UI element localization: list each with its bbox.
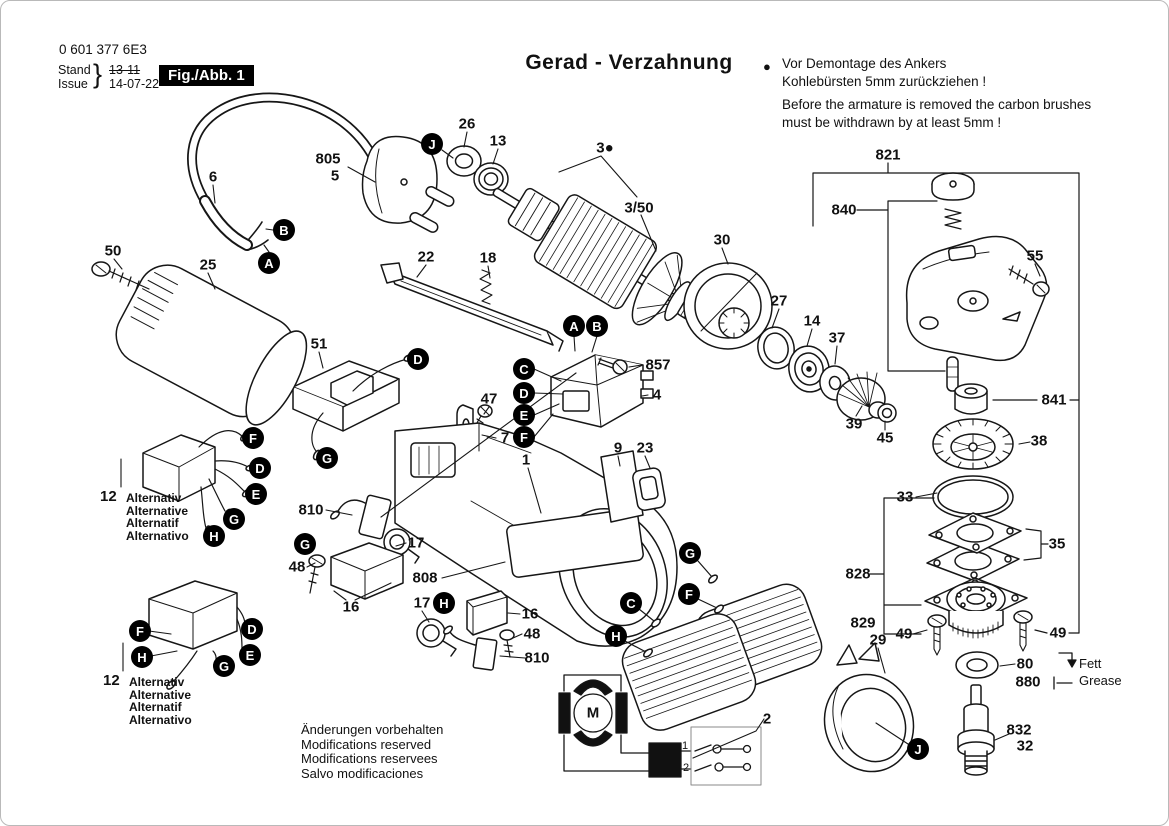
part-label-829: 829 [850,614,876,632]
nut-45 [878,404,896,422]
part-label-832: 832 [1006,721,1032,739]
issue-dates [109,63,159,91]
part-label-55: 55 [1026,247,1044,265]
part-label-47: 47 [480,390,498,408]
crown-gear-38 [933,419,1013,469]
part-label-33: 33 [896,488,914,506]
marker-C: C [620,592,642,614]
stand-issue-labels [58,63,91,91]
marker-J: J [907,738,929,760]
screw-49-left [928,615,946,655]
page-title: Gerad - Verzahnung [525,51,733,74]
issue-label: Issue [58,77,88,91]
marker-F: F [678,583,700,605]
part-label-45: 45 [876,429,894,447]
cover-51 [293,361,399,431]
part-label-26: 26 [458,115,476,133]
gasket-35-upper [929,513,1021,553]
part-label-27: 27 [770,292,788,310]
part-label-810: 810 [298,501,324,519]
part-label-4: 4 [652,386,662,404]
part-label-17: 17 [413,594,431,612]
footer-line3: Modifications reservees [301,751,438,766]
marker-D: D [513,382,535,404]
marker-F: F [242,427,264,449]
marker-D: D [407,348,429,370]
note-en-line1: Before the armature is removed the carbon brushes [782,97,1092,112]
marker-H: H [131,646,153,668]
marker-E: E [245,483,267,505]
part-label-841: 841 [1041,391,1067,409]
wiring-terminal-2: 2 [682,762,690,774]
marker-G: G [679,542,701,564]
slider-23 [632,467,667,511]
part-label-51: 51 [310,335,328,353]
part-label-16: 16 [342,598,360,616]
alt-block1-lines [126,492,189,542]
suppressor-12b [149,581,237,649]
footer-line1: Änderungen vorbehalten [301,722,444,737]
part-label-49: 49 [1049,624,1067,642]
footer-line2: Modifications reserved [301,736,432,752]
note-english [782,96,1091,132]
part-label-9: 9 [613,439,623,457]
marker-G: G [316,447,338,469]
marker-D: D [241,618,263,640]
part-label-48: 48 [288,558,306,576]
bushing-841 [955,384,987,414]
part-label-2: 2 [762,710,772,728]
alt2-line3: Alternatif [129,700,182,714]
marker-A: A [563,315,585,337]
marker-F: F [513,426,535,448]
guard-29 [812,643,926,783]
type-number: 0 601 377 6E3 [59,42,147,57]
marker-J: J [421,133,443,155]
cap-840 [932,173,974,229]
issue-date: 14-07-22 [109,77,160,91]
part-label-39: 39 [845,415,863,433]
old-issue-date: 13-11 [109,63,141,77]
marker-A: A [258,252,280,274]
part-label-23: 23 [636,439,654,457]
alt2-line2: Alternative [129,687,192,702]
part-label-3/50: 3/50 [624,199,654,217]
ring-33 [933,476,1013,518]
marker-F: F [129,620,151,642]
marker-E: E [239,644,261,666]
marker-D: D [249,457,271,479]
marker-G: G [213,655,235,677]
note-de-line2: Kohlebürsten 5mm zurückziehen ! [782,74,987,89]
marker-B: B [586,315,608,337]
alt2-line4: Alternativo [129,712,192,727]
part-label-13: 13 [489,132,507,150]
part-label-828: 828 [845,565,871,583]
part-label-30: 30 [713,231,731,249]
spring-18 [480,270,492,304]
marker-H: H [203,525,225,547]
part-label-805: 805 [315,150,341,168]
marker-C: C [513,358,535,380]
motor-symbol-label: M [586,704,600,722]
part-label-18: 18 [479,249,497,267]
part-label-29: 29 [869,631,887,649]
marker-B: B [273,219,295,241]
part-label-1: 1 [521,451,531,469]
spindle-32 [958,685,994,775]
alt1-line2: Alternative [126,503,189,518]
part-label-16: 16 [521,605,539,623]
part-label-808: 808 [412,569,438,587]
marker-G: G [223,508,245,530]
brush-assembly-right [417,591,514,670]
part-label-880: 880 [1015,673,1041,691]
part-label-5: 5 [330,167,340,185]
brace-glyph: } [93,59,103,89]
part-label-32: 32 [1016,737,1034,755]
grease-note-de: Fett [1079,656,1102,671]
gear-housing [907,237,1047,391]
part-label-857: 857 [645,356,671,374]
fan-guard-30 [684,263,772,349]
alt1-line1: Alternativ [126,491,182,505]
part-label-821: 821 [875,146,901,164]
note-german [782,55,986,91]
part-label-14: 14 [803,312,821,330]
grease-symbol [1054,653,1076,689]
note-bullet-icon: ● [763,59,771,74]
marker-H: H [605,625,627,647]
washer-80 [956,652,998,678]
bearing-13 [474,163,508,195]
figure-number-box: Fig./Abb. 1 [159,65,254,86]
part-label-35: 35 [1048,535,1066,553]
marker-G: G [294,533,316,555]
part-label-48: 48 [523,625,541,643]
part-label-22: 22 [417,248,435,266]
alt2-line1: Alternativ [129,675,185,689]
clamp-lever-22 [381,263,563,351]
part-label-6: 6 [208,168,218,186]
note-en-line2: must be withdrawn by at least 5mm ! [782,115,1002,130]
part-label-49: 49 [895,625,913,643]
modifications-note [301,723,443,781]
alt1-line4: Alternativo [126,528,189,543]
part-label-3: 3● [596,139,614,157]
marker-E: E [513,404,535,426]
part-label-50: 50 [104,242,122,260]
power-plug-805 [363,137,456,234]
alt-block2-lines [129,676,192,726]
alt-block2-number: 12 [103,672,120,689]
grease-note-en: Grease [1079,673,1122,688]
stand-label: Stand [58,63,91,77]
part-label-80: 80 [1016,655,1034,673]
footer-line4: Salvo modificaciones [301,765,424,781]
part-label-17: 17 [407,534,425,552]
part-label-38: 38 [1030,432,1048,450]
screw-50 [92,262,149,290]
note-de-line1: Vor Demontage des Ankers [782,56,947,71]
alt-block1-number: 12 [100,488,117,505]
part-label-37: 37 [828,329,846,347]
part-label-25: 25 [199,256,217,274]
part-label-7: 7 [500,429,510,447]
wiring-terminal-1: 1 [681,740,689,752]
screw-49-right [1014,611,1032,651]
alt1-line3: Alternatif [126,516,179,530]
part-label-840: 840 [831,201,857,219]
part-label-810: 810 [524,649,550,667]
marker-H: H [433,592,455,614]
